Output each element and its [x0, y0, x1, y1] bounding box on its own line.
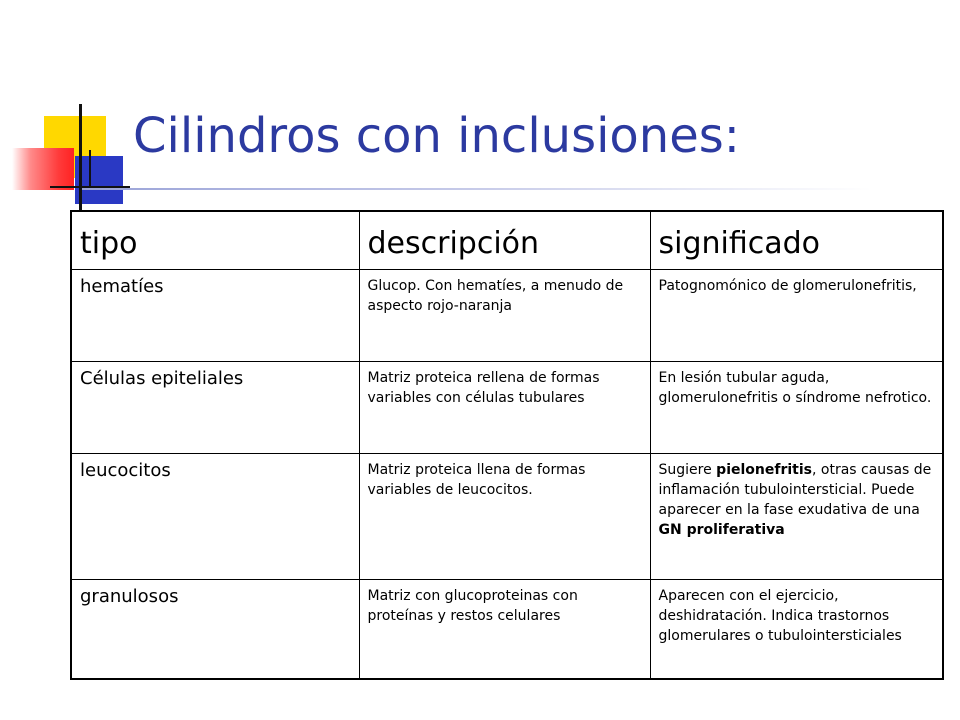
cell-descripcion: Matriz proteica rellena de formas variables con células tubulares — [359, 361, 650, 453]
cell-tipo: leucocitos — [71, 453, 359, 579]
header-descripcion: descripción — [359, 211, 650, 269]
header-tipo: tipo — [71, 211, 359, 269]
cell-tipo: hematíes — [71, 269, 359, 361]
header-significado: significado — [650, 211, 943, 269]
cell-descripcion: Glucop. Con hematíes, a menudo de aspecto rojo-naranja — [359, 269, 650, 361]
cell-tipo: granulosos — [71, 579, 359, 679]
inclusions-table — [70, 210, 944, 680]
logo-red-bar — [12, 148, 74, 190]
cell-descripcion: Matriz con glucoproteinas con proteínas y restos celulares — [359, 579, 650, 679]
significado-text: , otras causas de inflamación tubulointersticial. Puede aparecer en la fase exudativa de una — [658, 461, 932, 518]
table-header-row — [71, 211, 943, 269]
cell-significado: En lesión tubular aguda, glomerulonefritis o síndrome nefrotico. — [650, 361, 943, 453]
cell-significado: Aparecen con el ejercicio, deshidratación. Indica trastornos glomerulares o tubulointersticiales — [650, 579, 943, 679]
significado-text: Sugiere — [658, 461, 717, 478]
logo-vertical-line — [79, 104, 82, 212]
table-row — [71, 579, 943, 679]
title-underline — [82, 188, 872, 190]
table-row — [71, 269, 943, 361]
significado-bold-term: GN proliferativa — [658, 521, 785, 538]
cell-descripcion: Matriz proteica llena de formas variables de leucocitos. — [359, 453, 650, 579]
slide-title: Cilindros con inclusiones: — [133, 108, 740, 164]
table-row — [71, 361, 943, 453]
table-row — [71, 453, 943, 579]
cell-significado — [650, 453, 943, 579]
logo-vertical-line-short — [89, 150, 91, 190]
significado-bold-term: pielonefritis — [716, 461, 812, 478]
cell-tipo: Células epiteliales — [71, 361, 359, 453]
logo-blue-square — [75, 156, 123, 204]
cell-significado: Patognomónico de glomerulonefritis, — [650, 269, 943, 361]
